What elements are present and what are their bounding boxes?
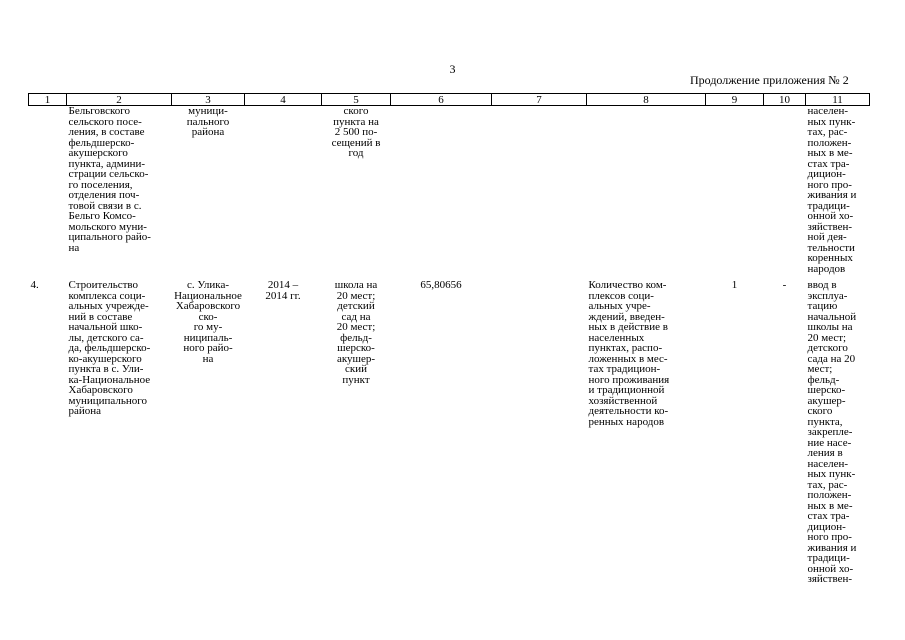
col-header-2: 2 [67,94,172,106]
result-text: населен- ных пунк- тах, рас- положен- ных в ме- стах тра- дицион- ного про- живания и традици- онной хо- зяйствен- ной дея- тельности коренных народов [807,105,857,275]
appendix-table [28,93,870,585]
object-name-text: Бельговского сельского посе- ления, в составе фельдшерско- акушерского пункта, админи- страции сельско- го поселения, отделения поч- товой связи в с. Бельго Комсо- мольского муни- ципального райо- на [68,105,151,254]
row-number [29,106,67,275]
cost-cell [391,106,492,275]
period-text: 2014 – 2014 гг. [265,279,301,302]
col7-cell [492,106,587,275]
value-cell: 1 [731,279,738,291]
value-cell [706,106,764,275]
result-text: ввод в эксплуа- тацию начальной школы на 20 мест; детского сада на 20 мест; фельд- шерско- акушер- ского пункта, закрепле- ние насе- ления в населен- ных пунк- тах, рас- положен- ных в ме- стах тра- дицион- ного про- живания и традици- онной хо- зяйствен- [807,279,857,585]
indicator-cell [587,106,706,275]
period-cell [245,106,322,275]
appendix-continuation-title: Продолжение приложения № 2 [690,73,849,87]
col-header-3: 3 [172,94,245,106]
col-header-5: 5 [322,94,391,106]
col-header-9: 9 [706,94,764,106]
col-header-10: 10 [764,94,806,106]
column-number-row [29,94,870,106]
location-cell [172,106,245,275]
location-text: с. Улика- Национальное Хабаровского ско- го му- ниципаль- ного райо- на [174,279,242,365]
col-header-7: 7 [492,94,587,106]
table-row [29,106,870,275]
col-header-6: 6 [391,94,492,106]
capacity-text: ского пункта на 2 500 по- сещений в год [331,105,381,159]
col10-cell [764,106,806,275]
indicator-cell [587,280,706,585]
col7-cell [492,280,587,585]
col-header-4: 4 [245,94,322,106]
period-cell [245,280,322,585]
object-name-cell [67,106,172,275]
col10-cell: - [782,279,787,291]
object-name-text: Строительство комплекса соци- альных учрежде- ний в составе начальной шко- лы, детского са- да, фельдшерско- ко-акушерского пункта в с. Ули- ка-Национальное Хабаровского муниципального района [68,279,151,417]
col-header-1: 1 [29,94,67,106]
location-cell [172,280,245,585]
capacity-text: школа на 20 мест; детский сад на 20 мест; фельд- шерско- акушер- ский пункт [334,279,378,386]
result-cell [806,280,870,585]
result-cell [806,106,870,275]
capacity-cell [322,106,391,275]
location-text: муници- пального района [186,105,230,138]
page-number: 3 [449,62,456,76]
object-name-cell [67,280,172,585]
row-number: 4. [30,279,39,291]
col-header-11: 11 [806,94,870,106]
capacity-cell [322,280,391,585]
cost-cell: 65,80656 [420,279,462,291]
indicator-text: Количество ком- плексов соци- альных учре- ждений, введен- ных в действие в населенных пунктах, распо- ложенных в мес- тах традицион- ного проживания и традиционной хозяйственной деятельности ко- ренных народов [588,279,670,428]
col-header-8: 8 [587,94,706,106]
table-row [29,280,870,585]
